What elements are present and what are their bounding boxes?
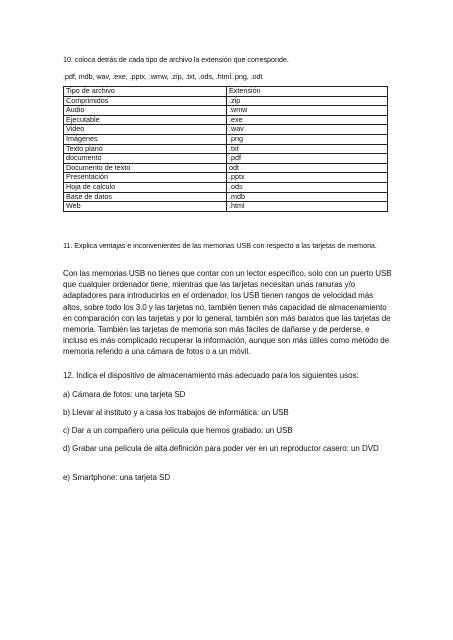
file-type-cell: Comprimidos <box>64 96 227 106</box>
table-row <box>64 154 388 164</box>
table-row <box>64 163 388 173</box>
extension-cell: .exe <box>227 115 388 125</box>
answer-item-a: a) Cámara de fotos: una tarjeta SD <box>63 390 186 399</box>
extension-cell: .ods <box>227 182 388 192</box>
table-row <box>64 202 388 212</box>
table-row <box>64 125 388 135</box>
question-12-prompt: 12. Indica el dispositivo de almacenamiento más adecuado para los siguientes usos: <box>63 371 359 380</box>
extension-cell: .html <box>227 202 388 212</box>
table-row <box>64 173 388 183</box>
file-type-cell: Hoja de calculo <box>64 182 227 192</box>
question-11-answer: Con las memorias USB no tienes que contar con un lector específico, solo con un puerto USB que cualquier ordenador tiene, mientras que las tarjetas necesitan unas ranuras y/o adaptadores para introducirlos en el ordenador, los USB tienen rangos de velocidad más altos, sobre todo los 3.0 y las tarjetas no, también tienen más capacidad de almacenamiento en comparación con las tarjetas y por lo general, también son más baratos que las tarjetas de memoria. También las tarjetas de memoria son más fáciles de dañarse y de perderse, e incluso es más complicado recuperar la información, aunque son más útiles como método de memoria referido a una cámara de fotos o a un móvil. <box>63 269 392 357</box>
extension-table <box>63 86 388 212</box>
table-row <box>64 115 388 125</box>
extensions-list: .pdf, mdb, wav, .exe, .pptx, .wmw, .zip, .txt, .ods, .html. png, .odt <box>63 72 263 81</box>
extension-cell: .pdf <box>227 154 388 164</box>
question-11-prompt: 11. Explica ventajas e inconvenientes de las memorias USB con respecto a las tarjetas de memoria. <box>63 241 377 250</box>
extension-cell: .wmw <box>227 106 388 116</box>
extension-cell: .zip <box>227 96 388 106</box>
file-type-cell: Documento de texto <box>64 163 227 173</box>
header-extension: Extensión <box>227 87 388 97</box>
extension-cell: .txt <box>227 144 388 154</box>
answer-item-c: c) Dar a un compañero una película que hemos grabado: un USB <box>63 426 293 435</box>
file-type-cell: Base de datos <box>64 192 227 202</box>
answer-item-b: b) Llevar al instituto y a casa los trabajos de informática: un USB <box>63 408 289 417</box>
table-row <box>64 134 388 144</box>
extension-cell: .wav <box>227 125 388 135</box>
extension-cell: .pptx <box>227 173 388 183</box>
answer-item-e: e) Smartphone: una tarjeta SD <box>63 473 171 482</box>
answer-item-d: d) Grabar una película de alta definición para poder ver en un reproductor casero: un DVD <box>63 444 379 453</box>
header-file-type: Tipo de archivo <box>64 87 227 97</box>
table-row <box>64 96 388 106</box>
extension-cell: .png <box>227 134 388 144</box>
file-type-cell: documento <box>64 154 227 164</box>
file-type-cell: Video <box>64 125 227 135</box>
table-row <box>64 182 388 192</box>
file-type-cell: Texto plano <box>64 144 227 154</box>
file-type-cell: Presentación <box>64 173 227 183</box>
extension-cell: .mdb <box>227 192 388 202</box>
file-type-cell: Ejecutable <box>64 115 227 125</box>
file-type-cell: Audio <box>64 106 227 116</box>
file-type-cell: Imágenes <box>64 134 227 144</box>
table-row <box>64 192 388 202</box>
table-header-row <box>64 87 388 97</box>
extension-cell: odt <box>227 163 388 173</box>
file-type-cell: Web <box>64 202 227 212</box>
question-10-prompt: 10. coloca detrás de cada tipo de archivo la extensión que corresponde. <box>63 55 289 64</box>
table-row <box>64 106 388 116</box>
table-row <box>64 144 388 154</box>
